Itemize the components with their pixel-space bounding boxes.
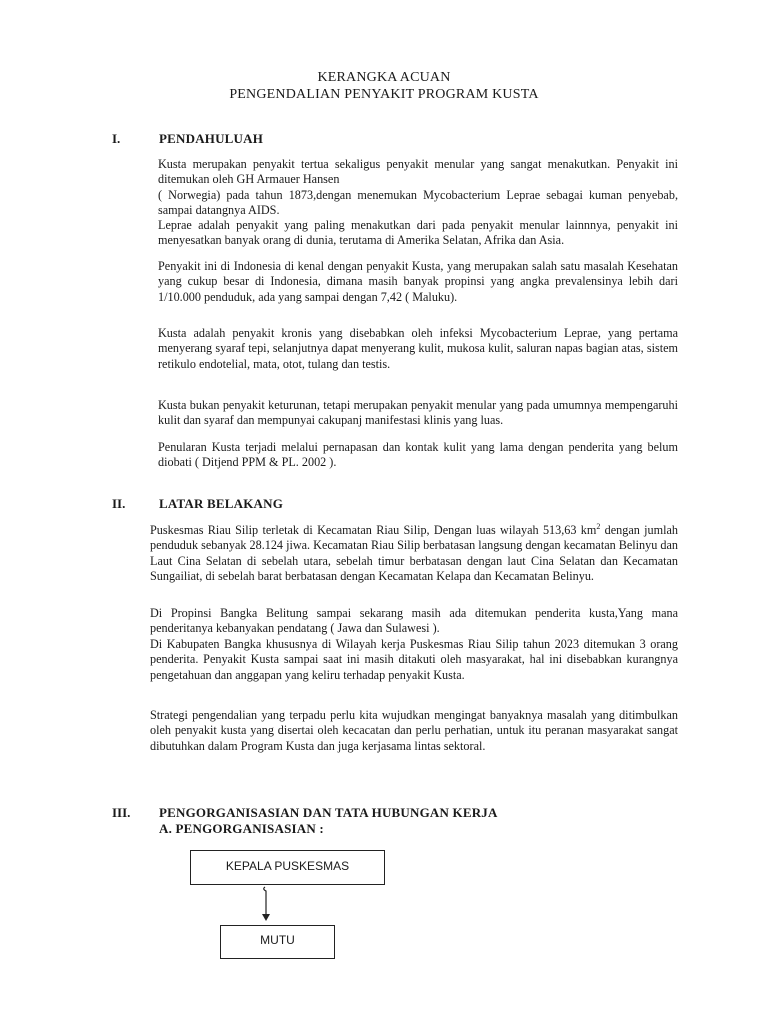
document-title-line-2: PENGENDALIAN PENYAKIT PROGRAM KUSTA (229, 87, 539, 102)
section-1-paragraph: Penyakit ini di Indonesia di kenal dengan penyakit Kusta, yang merupakan salah satu masalah Kesehatan yang cukup besar di Indonesia, dimana masih banyak propinsi yang angka prevalensinya lebih dari 1/10.000 penduduk, ada yang sampai dengan 7,42 ( Maluku). (158, 259, 678, 304)
org-box-mutu (220, 925, 335, 959)
section-2-paragraph: Di Propinsi Bangka Belitung sampai sekarang masih ada ditemukan penderita kusta,Yang mana penderitanya kebanyakan pendatang ( Jawa dan Sulawesi ). (150, 606, 678, 636)
section-1-paragraph: Kusta bukan penyakit keturunan, tetapi merupakan penyakit menular yang pada umumnya mempengaruhi kulit dan syaraf dan mempunyai cakupanj manifestasi klinis yang luas. (158, 398, 678, 428)
section-3-subtitle: A. PENGORGANISASIAN : (159, 821, 324, 836)
section-1-paragraph: ( Norwegia) pada tahun 1873,dengan menemukan Mycobacterium Leprae sebagai kuman penyebab, sampai datangnya AIDS. (158, 188, 678, 218)
org-box-kepala-puskesmas (190, 850, 385, 885)
section-1-paragraph: Kusta adalah penyakit kronis yang disebabkan oleh infeksi Mycobacterium Leprae, yang pertama menyerang syaraf tepi, selanjutnya dapat menyerang kulit, mukosa kulit, saluran napas bagian atas, sistem retikulo endotelial, mata, otot, tulang dan testis. (158, 326, 678, 371)
section-1-paragraph: Kusta merupakan penyakit tertua sekaligus penyakit menular yang sangat menakutkan. Penyakit ini ditemukan oleh GH Armauer Hansen (158, 157, 678, 187)
superscript: 2 (596, 521, 601, 531)
section-2-paragraph: Strategi pengendalian yang terpadu perlu kita wujudkan mengingat banyaknya masalah yang ditimbulkan oleh penyakit kusta yang disertai oleh kecacatan dan perlu perhatian, untuk itu peranan masyarakat sangat dibutuhkan dalam Program Kusta dan juga kerjasama lintas sektoral. (150, 708, 678, 753)
section-1-paragraph: Leprae adalah penyakit yang paling menakutkan dari pada penyakit menular lainnnya, penyakit ini menyesatkan banyak orang di dunia, terutama di Amerika Selatan, Afrika dan Asia. (158, 218, 678, 248)
section-2-paragraph-text: Puskesmas Riau Silip terletak di Kecamatan Riau Silip, Dengan luas wilayah 513,63 km (150, 523, 597, 537)
document-title-line-1: KERANGKA ACUAN (317, 70, 451, 85)
org-connector-arrow (258, 885, 278, 925)
section-2-paragraph (150, 523, 678, 584)
section-2-title: LATAR BELAKANG (159, 496, 284, 511)
section-2-paragraph-text: dengan jumlah penduduk sebanyak 28.124 jiwa. Kecamatan Riau Silip berbatasan langsung dengan kecamatan Belinyu dan Laut Cina Selatan di sebelah utara, sebelah timur berbatasan dengan laut Cina Selatan dan Kecamatan Sungailiat, di sebelah barat berbatasan dengan Kecamatan Kelapa dan Kecamatan Belinyu. (150, 523, 678, 583)
section-1-title: PENDAHULUAH (159, 131, 264, 146)
section-3-title: PENGORGANISASIAN DAN TATA HUBUNGAN KERJA (159, 805, 498, 820)
section-2-paragraph: Di Kabupaten Bangka khususnya di Wilayah kerja Puskesmas Riau Silip tahun 2023 ditemukan 3 orang penderita. Penyakit Kusta sampai saat ini masih ditakuti oleh masyarakat, hal ini disebabkan kurangnya pengetahuan dan anggapan yang keliru terhadap penyakit Kusta. (150, 637, 678, 682)
section-2-number: II. (112, 496, 126, 511)
section-1-number: I. (112, 131, 121, 146)
section-3-number: III. (112, 805, 131, 820)
section-1-paragraph: Penularan Kusta terjadi melalui pernapasan dan kontak kulit yang lama dengan penderita yang belum diobati ( Ditjend PPM & PL. 2002 ). (158, 440, 678, 470)
org-box-label: MUTU (260, 933, 295, 947)
org-box-label: KEPALA PUSKESMAS (225, 859, 350, 873)
